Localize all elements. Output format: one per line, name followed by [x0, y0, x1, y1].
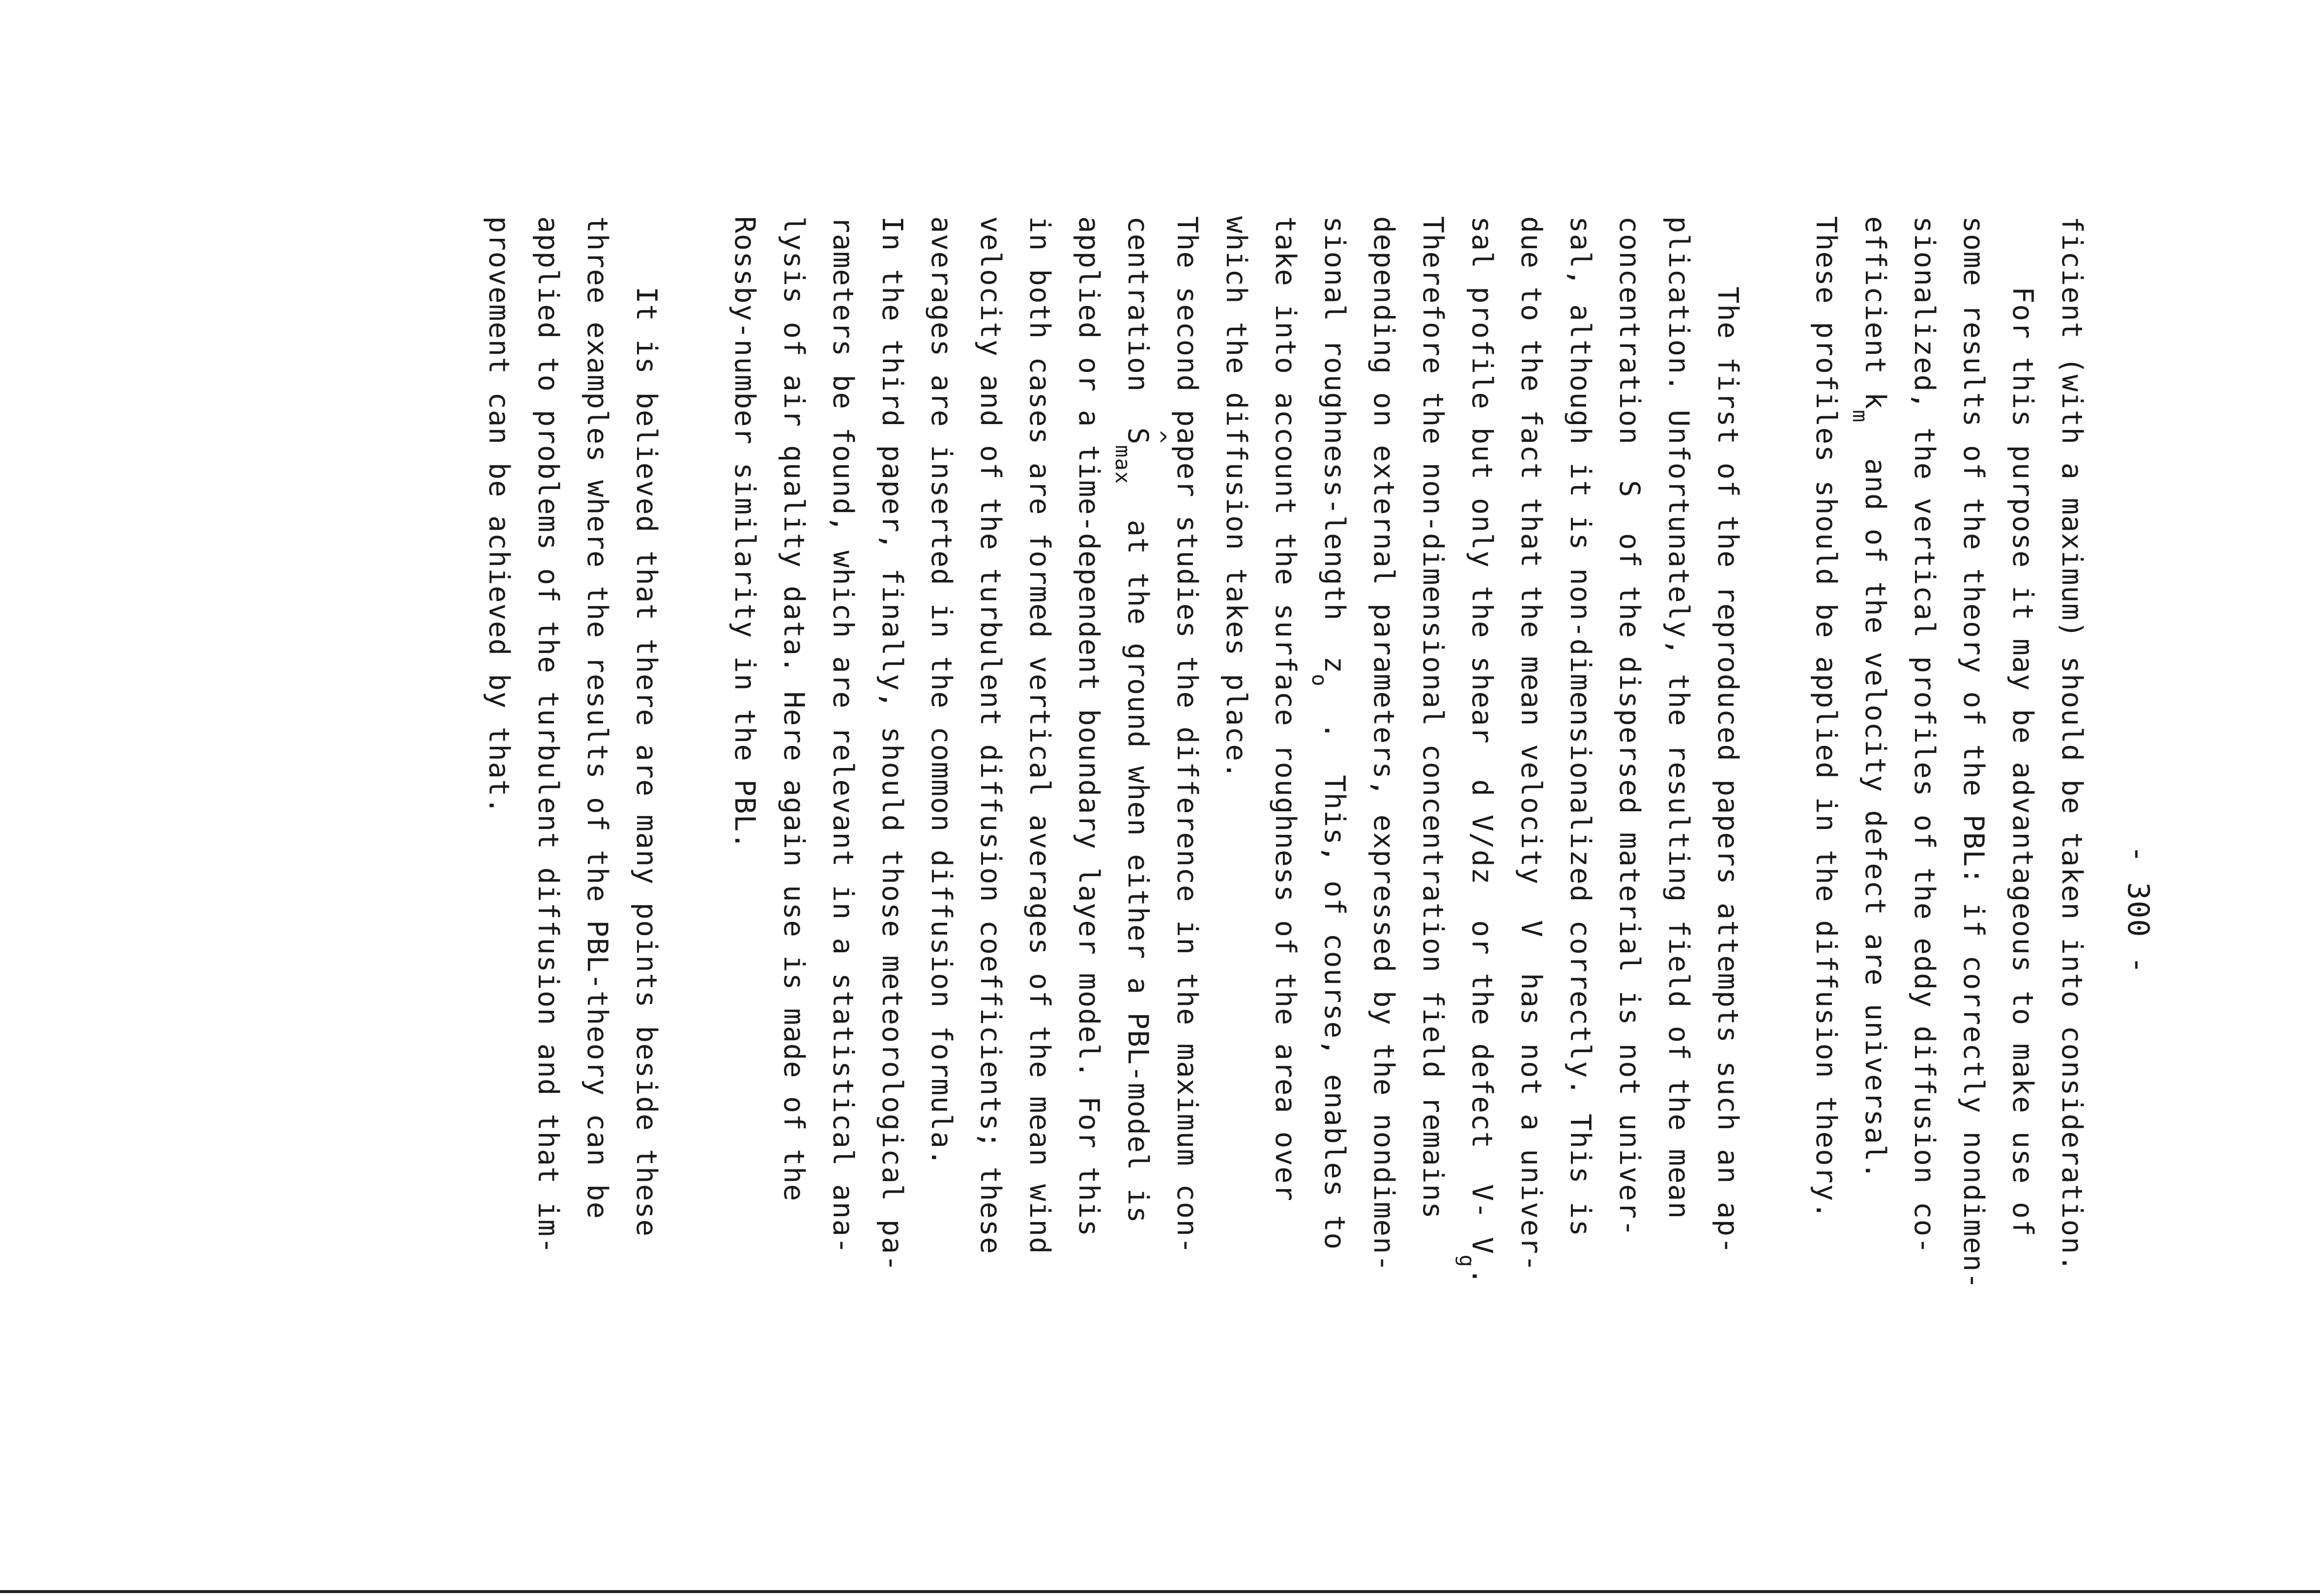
text-line: These profiles should be applied in the diffusion theory. [1810, 216, 1842, 1220]
z0-symbol: z [1318, 656, 1351, 674]
text-line: three examples where the results of the PBL-theory can be [581, 216, 613, 1220]
text-line: due to the fact that the mean velocity V has not a univer- [1515, 216, 1547, 1273]
text-line: For this purpose it may be advantageous to make use of [2006, 216, 2039, 1237]
text-line: applied or a time-dependent boundary layer model. For this [1073, 216, 1105, 1237]
text-fragment: efficient [1859, 216, 1891, 393]
text-line: depending on external parameters, expressed by the nondimen- [1367, 216, 1400, 1273]
smax-symbol: ^ S [1113, 428, 1162, 445]
text-fragment: . This, of course, enables to [1318, 687, 1351, 1251]
km-symbol: k [1859, 392, 1891, 410]
text-line: averages are inserted in the common diffusion formula. [925, 216, 957, 1167]
vg-symbol: V [1466, 1237, 1498, 1255]
text-line: Therefore the non-dimensional concentration field remains [1417, 216, 1449, 1220]
text-line: Rossby-number similarity in the PBL. [728, 216, 761, 850]
text-line: in both cases are formed vertical averages of the mean wind [1023, 216, 1056, 1255]
text-line: provement can be achieved by that. [483, 216, 515, 815]
page-number: - 300 - [2121, 845, 2155, 975]
z0-subscript: o [1307, 674, 1332, 687]
text-line: concentration S of the dispersed material is not univer- [1613, 216, 1646, 1237]
text-fragment: at the ground when either a PBL-model is [1122, 484, 1154, 1224]
text-line: ficient (with a maximum) should be taken into consideration. [2056, 216, 2088, 1273]
text-line: plication. Unfortunately, the resulting field of the mean [1662, 216, 1695, 1220]
text-line: In the third paper, finally, should those meteorological pa- [876, 216, 908, 1273]
text-line: sionalized, the vertical profiles of the eddy diffusion co- [1908, 216, 1941, 1255]
text-line-vg [1457, 216, 1507, 1285]
text-fragment: . [1466, 1268, 1498, 1285]
text-line: lysis of air quality data. Here again use is made of the [778, 216, 810, 1202]
text-line: The first of the reproduced papers attempts such an ap- [1711, 216, 1744, 1255]
text-line-z0 [1307, 216, 1359, 1251]
text-line-smax [1113, 216, 1162, 1224]
smax-subscript: max [1111, 445, 1135, 484]
text-fragment: sal profile but only the shear d V/dz or the defect V- [1466, 216, 1498, 1237]
text-line: which the diffusion takes place. [1220, 216, 1252, 780]
text-line: take into account the surface roughness of the area over [1269, 216, 1302, 1202]
text-line: It is believed that there are many points beside these [630, 216, 663, 1237]
text-line: some results of the theory of the PBL: if correctly nondimen- [1957, 216, 1990, 1290]
vg-subscript: g [1455, 1254, 1479, 1268]
text-fragment: and of the velocity defect are universal. [1859, 423, 1891, 1180]
text-line: rameters be found, which are relevant in a statistical ana- [827, 216, 859, 1255]
text-line: The second paper studies the difference in the maximum con- [1171, 216, 1203, 1255]
rotated-text-block [425, 216, 2155, 1553]
text-fragment: sional roughness-length [1318, 216, 1351, 656]
text-line: sal, although it is non-dimensionalized correctly. This is [1564, 216, 1596, 1237]
text-line-km [1848, 216, 1900, 1180]
text-line: applied to problems of the turbulent diffusion and that im- [532, 216, 564, 1255]
text-fragment: centration [1122, 216, 1154, 428]
km-subscript: m [1848, 410, 1872, 423]
text-line: velocity and of the turbulent diffusion coefficients; these [974, 216, 1007, 1255]
page-edge-rule [0, 1590, 2320, 1593]
